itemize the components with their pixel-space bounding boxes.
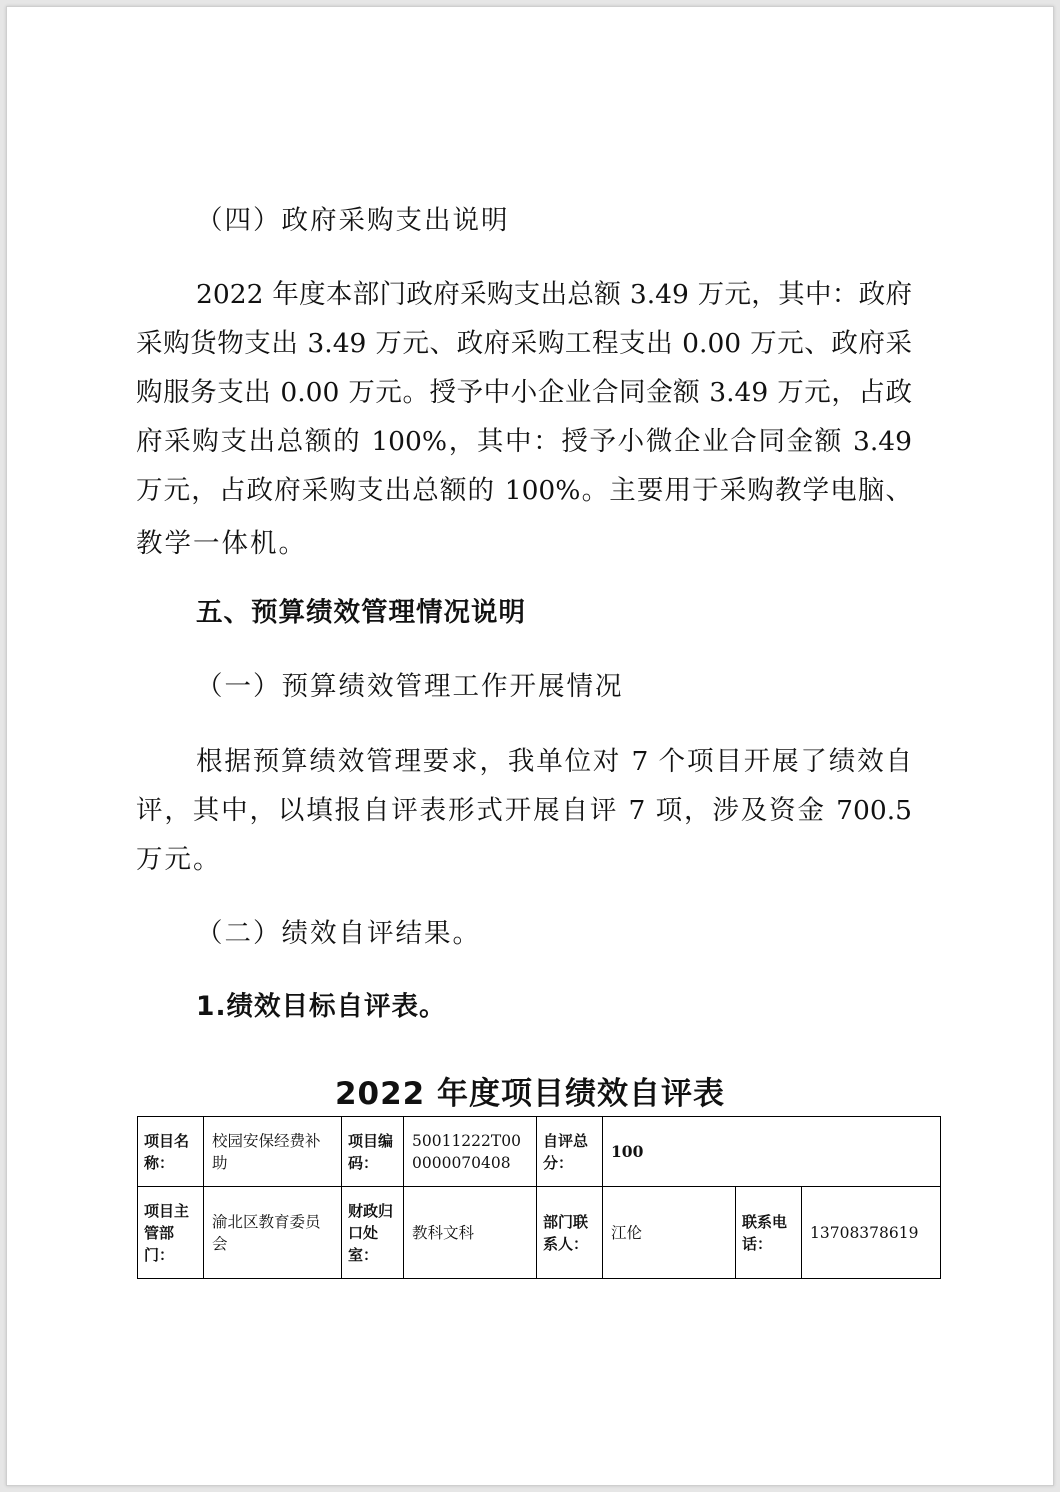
sub1-line-2: 评，其中，以填报自评表形式开展自评 7 项，涉及资金 700.5 [136, 795, 912, 826]
dept-label: 项目主管部门： [138, 1187, 204, 1279]
dept-value: 渝北区教育委员会 [204, 1187, 342, 1279]
table-row [138, 1117, 941, 1187]
procurement-line-6: 教学一体机。 [136, 528, 307, 559]
procurement-line-2: 采购货物支出 3.49 万元、政府采购工程支出 0.00 万元、政府采 [136, 328, 912, 359]
procurement-heading: （四）政府采购支出说明 [196, 205, 510, 236]
project-code-label: 项目编码： [342, 1117, 404, 1187]
section5-heading: 五、预算绩效管理情况说明 [196, 597, 526, 628]
phone-label: 联系电话： [736, 1187, 802, 1279]
sub1-line-1: 根据预算绩效管理要求，我单位对 7 个项目开展了绩效自 [196, 746, 912, 777]
finance-value: 教科文科 [404, 1187, 537, 1279]
score-value: 100 [603, 1117, 941, 1187]
item1-heading: 1.绩效目标自评表。 [196, 991, 447, 1022]
contact-label: 部门联系人： [537, 1187, 603, 1279]
table-title: 2022 年度项目绩效自评表 [334, 1076, 726, 1112]
procurement-line-1: 2022 年度本部门政府采购支出总额 3.49 万元，其中：政府 [196, 279, 912, 310]
sub1-line-3: 万元。 [136, 844, 222, 875]
procurement-line-4: 府采购支出总额的 100%，其中：授予小微企业合同金额 3.49 [136, 426, 912, 457]
project-name-value: 校园安保经费补助 [204, 1117, 342, 1187]
procurement-line-5: 万元，占政府采购支出总额的 100%。主要用于采购教学电脑、 [136, 475, 912, 506]
procurement-line-3: 购服务支出 0.00 万元。授予中小企业合同金额 3.49 万元，占政 [136, 377, 912, 408]
sub2-heading: （二）绩效自评结果。 [196, 918, 481, 949]
finance-label: 财政归口处室： [342, 1187, 404, 1279]
score-label: 自评总分： [537, 1117, 603, 1187]
project-code-value: 50011222T000000070408 [404, 1117, 537, 1187]
contact-value: 江伦 [603, 1187, 736, 1279]
project-name-label: 项目名称： [138, 1117, 204, 1187]
table-row [138, 1187, 941, 1279]
performance-table [137, 1116, 941, 1279]
sub1-heading: （一）预算绩效管理工作开展情况 [196, 671, 624, 702]
phone-value: 13708378619 [802, 1187, 941, 1279]
